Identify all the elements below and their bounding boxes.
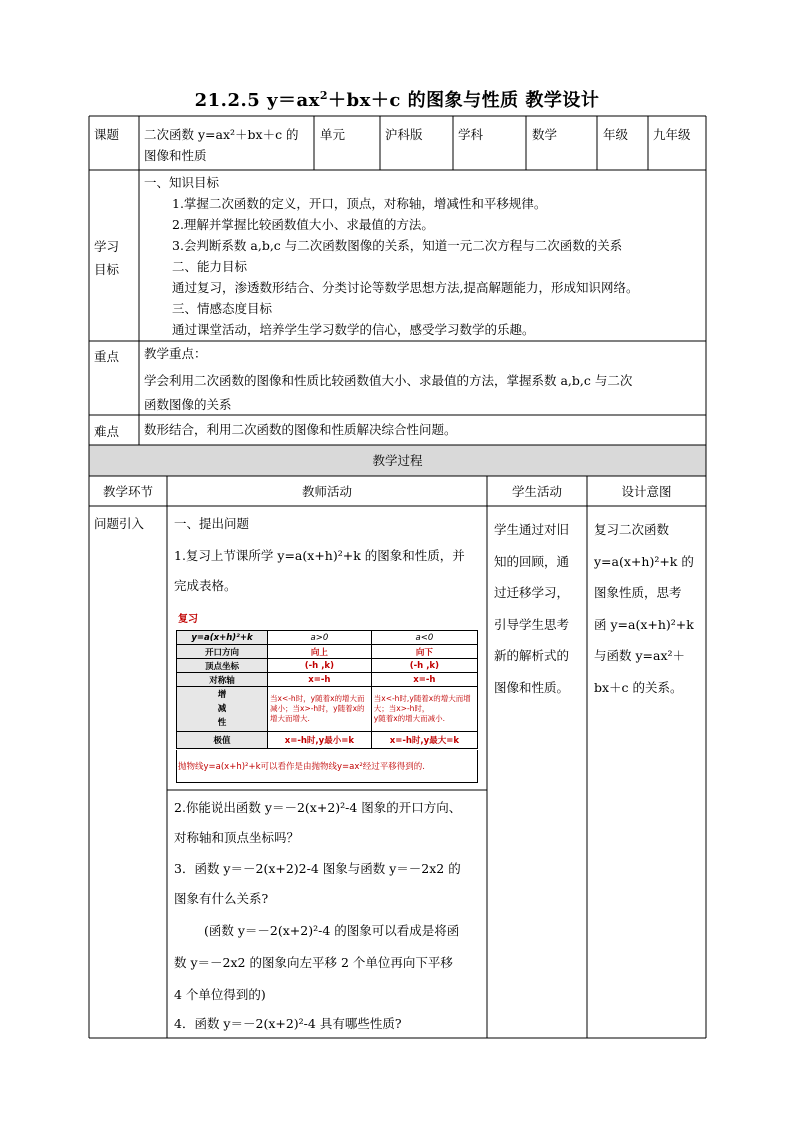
teacher-q3-line2: 图象有什么关系? (174, 891, 269, 906)
review-table (174, 608, 478, 784)
col-teacher: 教师活动 (301, 484, 352, 499)
col-stage: 教学环节 (102, 484, 153, 499)
process-header: 教学过程 (372, 453, 423, 468)
col-intent: 设计意图 (621, 484, 672, 499)
key-points-line3: 函数图像的关系 (144, 397, 232, 412)
topic-line1: 二次函数 y=ax²＋bx＋c 的 (144, 127, 299, 142)
design-intent: 复习二次函数 y=a(x+h)²+k 的 图象性质，思考 函 y=a(x+h)²+k 与函数 y=ax²＋ bx＋c 的关系。 (594, 522, 694, 695)
review-row-neg: 向下 (371, 645, 477, 659)
teacher-q3-line1: 3．函数 y＝－2(x+2)2-4 图象与函数 y＝－2x2 的 (174, 861, 461, 876)
review-label: 复习 (178, 614, 198, 625)
review-a-pos: a>0 (268, 631, 372, 645)
teacher-a3-line2: 数 y＝－2x2 的图象向左平移 2 个单位再向下平移 (174, 955, 453, 970)
review-row-name: 对称轴 (177, 673, 268, 687)
review-row-neg: x=-h (371, 673, 477, 687)
review-row-pos: 向上 (268, 645, 372, 659)
review-mono-name: 增 减 性 (177, 687, 268, 732)
label-unit: 单元 (320, 127, 346, 142)
objective-line: 3.会判断系数 a,b,c 与二次函数图像的关系，知道一元二次方程与二次函数的关系 (172, 238, 623, 253)
teacher-q2-line1: 2.你能说出函数 y＝－2(x+2)²-4 图象的开口方向、 (174, 800, 462, 815)
grade-value: 九年级 (653, 127, 691, 142)
difficulty-label: 难点 (94, 424, 120, 439)
review-row-pos: (-h ,k) (268, 659, 372, 673)
objective-line: 二、能力目标 (172, 259, 248, 274)
objective-line: 通过复习，渗透数形结合、分类讨论等数学思想方法,提高解题能力，形成知识网络。 (172, 280, 639, 295)
label-grade: 年级 (603, 127, 629, 142)
objective-line: 2.理解并掌握比较函数值大小、求最值的方法。 (172, 217, 434, 232)
review-mono-pos: 当x<-h时，y随着x的增大而 减小；当x>-h时，y随着x的 增大而增大. (268, 687, 372, 732)
teacher-heading: 一、提出问题 (174, 516, 250, 531)
key-points-line1: 教学重点： (144, 346, 207, 361)
objective-line: 一、知识目标 (144, 175, 220, 190)
document-title: 21.2.5 $y=ax^2+bx+c$ 的图象与性质 教学设计 (194, 89, 600, 111)
difficulty-text: 数形结合，利用二次函数的图像和性质解决综合性问题。 (144, 422, 457, 437)
topic-line2: 图像和性质 (144, 148, 207, 163)
objectives-label-1: 学习 (94, 239, 120, 254)
key-points-label: 重点 (94, 349, 120, 364)
teacher-q1-line2: 完成表格。 (174, 578, 237, 593)
review-mono-neg: 当x<-h时,y随着x的增大而增 大；当x>-h时， y随着x的增大而减小. (371, 687, 477, 732)
review-note: 抛物线y=a(x+h)²+k可以看作是由抛物线y=ax²经过平移得到的. (178, 762, 425, 772)
col-student: 学生活动 (511, 484, 562, 499)
review-row-pos: x=-h (268, 673, 372, 687)
review-grid (176, 630, 478, 749)
teacher-q4: 4．函数 y＝－2(x+2)²-4 具有哪些性质? (174, 1016, 402, 1031)
objective-line: 1.掌握二次函数的定义，开口，顶点，对称轴，增减性和平移规律。 (172, 196, 547, 211)
objective-line: 三、情感态度目标 (172, 301, 273, 316)
label-subject: 学科 (458, 127, 484, 142)
review-head: y=a(x+h)²+k (177, 631, 268, 645)
unit-value: 沪科版 (385, 127, 423, 142)
subject-value: 数学 (532, 127, 558, 142)
objective-line: 通过课堂活动，培养学生学习数学的信心，感受学习数学的乐趣。 (172, 322, 535, 337)
student-activity: 学生通过对旧 知的回顾，通 过迁移学习， 引导学生思考 新的解析式的 图像和性质。 (494, 522, 570, 695)
objectives-label-2: 目标 (94, 262, 120, 277)
review-row-neg: (-h ,k) (371, 659, 477, 673)
teacher-a3-line1: (函数 y＝－2(x+2)²-4 的图象可以看成是将函 (204, 923, 460, 938)
teacher-q1-line1: 1.复习上节课所学 y=a(x+h)²+k 的图象和性质，并 (174, 548, 465, 563)
teacher-a3-line3: 4 个单位得到的) (174, 987, 266, 1002)
review-a-neg: a<0 (371, 631, 477, 645)
review-extreme-pos: x=-h时,y最小=k (268, 732, 372, 749)
review-row-name: 开口方向 (177, 645, 268, 659)
key-points-line2: 学会利用二次函数的图像和性质比较函数值大小、求最值的方法，掌握系数 a,b,c 与二次 (144, 373, 633, 388)
review-extreme-neg: x=-h时,y最大=k (371, 732, 477, 749)
stage-name: 问题引入 (94, 516, 145, 531)
review-row-name: 顶点坐标 (177, 659, 268, 673)
teacher-q2-line2: 对称轴和顶点坐标吗？ (174, 830, 300, 845)
review-extreme-name: 极值 (177, 732, 268, 749)
label-topic: 课题 (94, 127, 120, 142)
